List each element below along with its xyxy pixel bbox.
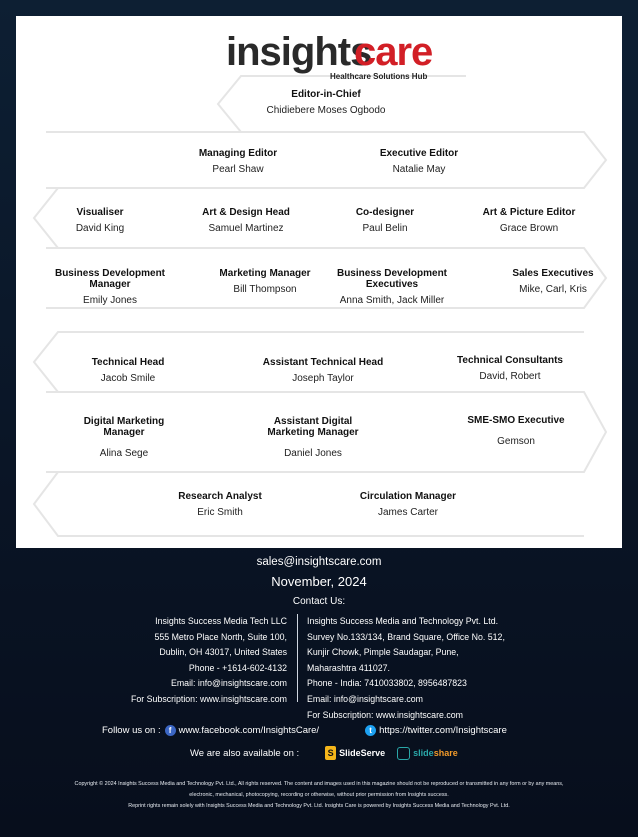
assistant-technical-head: Assistant Technical Head Joseph Taylor — [262, 357, 384, 384]
digital-marketing-manager: Digital Marketing Manager Alina Sege — [83, 416, 165, 459]
research-analyst: Research Analyst Eric Smith — [178, 491, 262, 518]
art-design-head: Art & Design Head Samuel Martinez — [202, 207, 290, 234]
us-subscription-link[interactable]: For Subscription: www.insightscare.com — [131, 693, 287, 704]
business-development-executives: Business Development Executives Anna Smith, Jack Miller — [336, 268, 448, 306]
available-on-row — [190, 746, 458, 760]
address-divider — [297, 614, 298, 702]
managing-editor: Managing Editor Pearl Shaw — [198, 148, 278, 175]
sme-smo-executive: SME-SMO Executive Gemson — [467, 415, 565, 447]
editor-in-chief: Editor-in-Chief Chidiebere Moses Ogbodo — [266, 89, 386, 116]
technical-consultants: Technical Consultants David, Robert — [457, 355, 563, 382]
logo-word-main: insights — [226, 30, 372, 74]
marketing-manager: Marketing Manager Bill Thompson — [219, 268, 311, 295]
follow-us-row — [102, 725, 507, 736]
india-subscription-link[interactable]: For Subscription: www.insightscare.com — [307, 709, 463, 720]
sales-executives: Sales Executives Mike, Carl, Kris — [512, 268, 594, 295]
twitter-link[interactable]: https://twitter.com/Insightscare — [379, 725, 507, 736]
assistant-digital-marketing-manager: Assistant Digital Marketing Manager Daniel Jones — [267, 416, 359, 459]
slideserve-badge[interactable]: S SlideServe — [325, 746, 385, 760]
follow-label: Follow us on : — [102, 725, 161, 736]
technical-head: Technical Head Jacob Smile — [91, 357, 165, 384]
india-address: Insights Success Media and Technology Pvt. Ltd. Survey No.133/134, Brand Square, Office No. 512, Kunjir Chowk, Pimple Saudagar, Pune, Maharashtra 411027. Phone - India: 7410033802, 8956487823 Email: info@insightscare.com For Subscription: www.insightscare.com — [307, 614, 505, 723]
facebook-icon[interactable]: f — [165, 725, 176, 736]
circulation-manager: Circulation Manager James Carter — [359, 491, 457, 518]
slideshare-icon — [397, 747, 410, 760]
executive-editor: Executive Editor Natalie May — [379, 148, 459, 175]
visualiser: Visualiser David King — [75, 207, 125, 234]
copyright-notice: Copyright © 2024 Insights Success Media and Technology Pvt. Ltd., All rights reserved. The content and images used in this magazine should not be reproduced or transmitted in any form or by any means, electronic, mechanical, photocopying, recording or otherwise, without prior permission from Insights success. Reprint rights remain solely with Insights Success Media and Technology Pvt. Ltd. Insights Care is powered by Insights Success Media and Technology Pvt. Ltd. — [74, 781, 564, 809]
co-designer: Co-designer Paul Belin — [355, 207, 415, 234]
twitter-icon[interactable]: t — [365, 725, 376, 736]
business-development-manager: Business Development Manager Emily Jones — [54, 268, 166, 306]
insightscare-logo — [226, 30, 436, 90]
available-label: We are also available on : — [190, 747, 300, 759]
logo-word-accent: care — [354, 30, 433, 74]
contact-label: Contact Us: — [292, 596, 346, 607]
us-email-link[interactable]: Email: info@insightscare.com — [170, 678, 287, 689]
issue-date: November, 2024 — [271, 574, 367, 589]
facebook-link[interactable]: www.facebook.com/InsightsCare/ — [178, 725, 320, 736]
us-address: Insights Success Media Tech LLC 555 Metro Place North, Suite 100, Dublin, OH 43017, United States Phone - +1614-602-4132 Email: info@insightscare.com For Subscription: www.insightscare.com — [131, 614, 287, 708]
logo-tagline: Healthcare Solutions Hub — [330, 72, 428, 81]
slideshare-badge[interactable]: slideshare — [397, 747, 458, 760]
slideserve-icon: S — [325, 746, 336, 760]
india-email-link[interactable]: Email: info@insightscare.com — [307, 693, 424, 704]
art-picture-editor: Art & Picture Editor Grace Brown — [482, 207, 576, 234]
masthead-panel — [16, 16, 622, 548]
sales-email-link[interactable]: sales@insightscare.com — [256, 556, 382, 568]
